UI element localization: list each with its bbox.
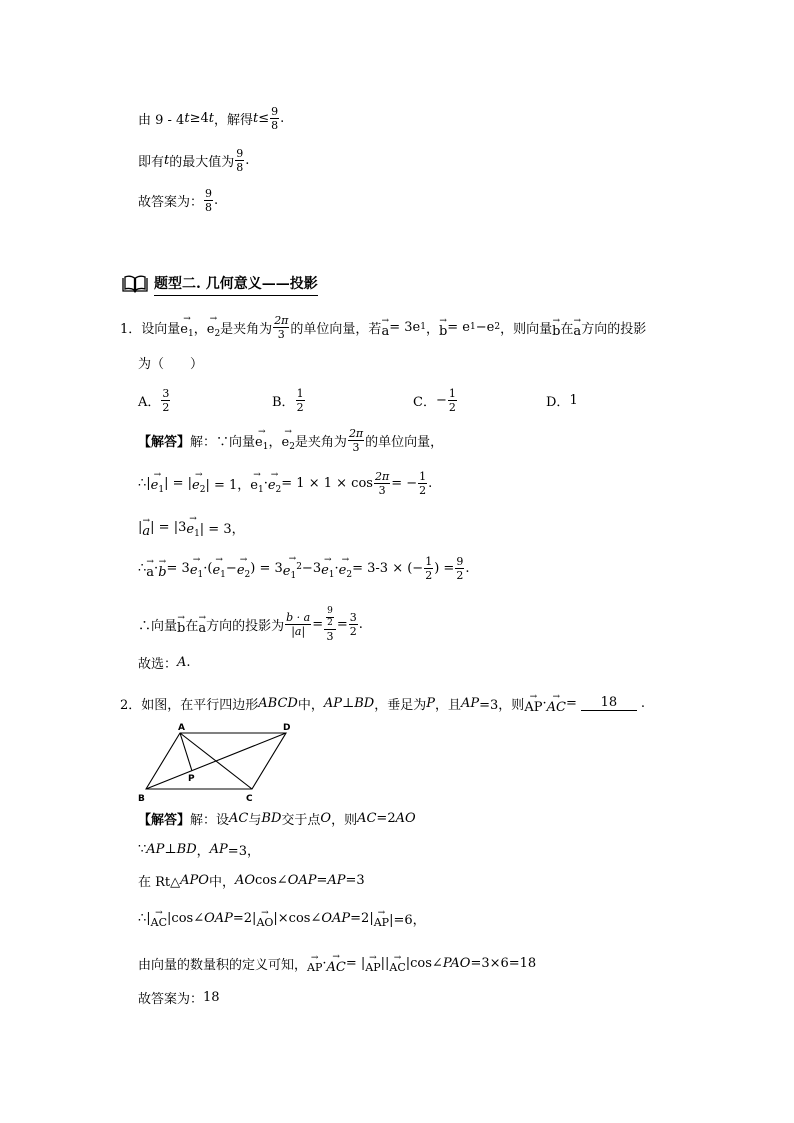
vector-e1: → $e_1$ (250, 470, 264, 495)
text: ABCD (258, 695, 298, 711)
text: ≥4 (189, 110, 209, 126)
denominator: 2 (327, 617, 333, 628)
numerator: b · a (286, 610, 311, 624)
denominator: 2 (162, 400, 170, 414)
q2-sol-line-1 (138, 806, 416, 830)
text: APO (180, 872, 209, 888)
text: ，且 (434, 697, 461, 713)
text: · (263, 475, 268, 491)
denominator: 3 (277, 327, 285, 341)
vector-ac: → AC (150, 907, 168, 929)
text: · (154, 560, 159, 576)
text: PAO (442, 955, 471, 971)
label-c: C (246, 794, 253, 804)
denominator: 8 (271, 118, 279, 132)
text: AO (395, 810, 416, 826)
text: ∴| (138, 910, 151, 926)
numerator: 1 (419, 469, 427, 483)
text: 的单位向量，若 (290, 321, 382, 337)
text: OAP (204, 910, 233, 926)
final-answer: 18 (203, 989, 220, 1005)
q2-sol-line-4 (138, 906, 426, 930)
parallelogram-figure (138, 721, 298, 807)
vector-a: → a (381, 315, 390, 339)
q1-sol-line-2 (138, 471, 432, 495)
text: . (640, 695, 645, 711)
text: − (225, 560, 237, 576)
text: −e (475, 319, 495, 335)
nested-fraction (324, 607, 336, 642)
vector-e2: → $e_2$ (338, 555, 353, 580)
vector-e1: → $e_1$ (180, 314, 194, 339)
vector-a: → a (573, 315, 582, 339)
segment-ap (180, 733, 192, 771)
text: · (542, 695, 547, 711)
text: = (336, 616, 348, 632)
text: −3 (301, 560, 322, 576)
text: | = 1， (205, 477, 251, 493)
subscript: 1 (420, 322, 426, 332)
text: 交于点 (281, 812, 321, 828)
text: AC (357, 810, 377, 826)
q1-sol-line-4 (138, 556, 469, 580)
text: 的单位向量， (365, 434, 444, 450)
text: . (280, 110, 285, 126)
text: 由向量的数量积的定义可知， (138, 957, 308, 973)
q1-sol-line-1 (138, 428, 443, 452)
vector-ac: → AC (546, 691, 566, 715)
text: ，解得 (213, 112, 253, 128)
text: 故答案为： (138, 194, 204, 210)
text: 解：设 (190, 812, 230, 828)
text: ) = (434, 560, 455, 576)
text: AP (323, 695, 342, 711)
text: 是夹角为 (294, 434, 347, 450)
numerator: 9 (236, 146, 244, 160)
text: BD (354, 695, 375, 711)
text: ∴向量 (138, 618, 178, 634)
vector-e1: → $e_1$ (212, 555, 226, 580)
vector-a: → a (142, 515, 151, 539)
text: . (358, 616, 363, 632)
denominator: 2 (425, 568, 433, 582)
numerator: 3 (349, 610, 357, 624)
text: = 3e (389, 319, 421, 335)
denominator: 2 (419, 483, 427, 497)
fraction (424, 556, 433, 581)
vector-e1: → $e_1$ (189, 555, 204, 580)
text: = e (447, 319, 470, 335)
text: ， (268, 434, 282, 450)
fraction (273, 315, 289, 340)
option-a[interactable] (138, 387, 171, 413)
fraction (448, 388, 457, 413)
text: = − (391, 475, 418, 491)
text: ·( (203, 560, 213, 576)
label-b: B (138, 794, 145, 804)
section-heading (122, 272, 318, 296)
numerator: 2π (274, 313, 289, 327)
text: ，垂足为 (374, 697, 427, 713)
text: | (138, 519, 143, 535)
numerator: 1 (425, 554, 433, 568)
prev-line-3 (138, 188, 218, 212)
text: |=6， (389, 912, 426, 928)
denominator: 2 (456, 568, 464, 582)
option-label: A． (138, 394, 161, 410)
text: AP (146, 841, 165, 857)
vector-ap: → AP (373, 907, 390, 929)
text: ，则向量 (500, 321, 553, 337)
fraction (326, 607, 334, 628)
vector-ao: → AO (256, 907, 274, 929)
vector-a: → a (198, 612, 207, 636)
vector-b: → b (177, 612, 186, 636)
answer-tag: 【解答】 (138, 434, 191, 450)
text: . (428, 475, 433, 491)
text: | = |3 (150, 519, 187, 535)
text: ≤ (258, 110, 270, 126)
text: 由 9 - 4 (138, 112, 185, 128)
var-t: t (184, 110, 190, 126)
text: = 3-3 × (− (352, 560, 424, 576)
text: 故选： (138, 656, 178, 672)
vector-ac: → AC (389, 952, 406, 974)
var-t: t (253, 110, 259, 126)
denominator: 8 (236, 160, 244, 174)
vector-e1: → $e_1^2$ (282, 554, 302, 581)
subscript: 2 (494, 322, 501, 332)
vector-e2: → $e_2$ (281, 427, 295, 452)
vector-e1: → $e_1$ (150, 470, 165, 495)
text: 解：∵向量 (190, 434, 256, 450)
vector-e2: → $e_2$ (192, 470, 206, 495)
fraction (204, 188, 213, 213)
text: 在 Rt△ (138, 874, 181, 890)
text: ， (196, 843, 210, 859)
text: BD (261, 810, 282, 826)
q2-sol-line-6 (138, 985, 220, 1009)
option-value: 1 (569, 392, 578, 408)
text: cos∠ (255, 872, 288, 888)
text: = (316, 872, 328, 888)
text: || (380, 955, 390, 971)
text: | = 3， (199, 521, 245, 537)
vector-e1: → $e_1$ (321, 555, 335, 580)
text: AP (209, 841, 228, 857)
var-t: t (208, 110, 214, 126)
fraction (296, 388, 305, 413)
fraction (374, 471, 390, 496)
denominator: 3 (378, 483, 386, 497)
fraction (161, 388, 170, 413)
text: =2| (350, 910, 374, 926)
vector-e2: → $e_2$ (236, 555, 251, 580)
text: . (214, 192, 219, 208)
fraction (349, 612, 358, 637)
minus-sign: − (435, 392, 447, 408)
answer-blank: 18 (581, 695, 637, 711)
text: =2| (232, 910, 257, 926)
text: 的最大值为 (169, 154, 235, 170)
text: . (245, 152, 250, 168)
text: = 3 (166, 560, 190, 576)
option-label: B． (272, 394, 295, 410)
text: ∴| (138, 475, 151, 491)
denominator: 2 (448, 400, 456, 414)
vector-ap: → AP (524, 691, 543, 715)
q1-stem-line-2 (138, 350, 203, 374)
text: =3，则 (479, 697, 525, 713)
text: |×cos∠ (273, 910, 322, 926)
option-label: C． (413, 394, 436, 410)
text: 方向的投影为 (206, 618, 285, 634)
vector-ap: → AP (365, 952, 381, 974)
text: = (565, 695, 577, 711)
text: AP (327, 872, 346, 888)
text: 在 (185, 618, 199, 634)
fraction (455, 556, 464, 581)
fraction (235, 148, 244, 173)
numerator: 1 (448, 386, 456, 400)
text: = 1 × 1 × cos (281, 475, 373, 491)
text: =2 (376, 810, 396, 826)
text: =3 (345, 872, 365, 888)
option-c[interactable] (413, 387, 458, 413)
denominator: 2 (296, 400, 304, 414)
vector-a: → a (146, 556, 155, 580)
numerator: 2π (374, 469, 390, 483)
text: ) = 3 (250, 560, 283, 576)
text: AO (234, 872, 256, 888)
option-d[interactable] (546, 387, 578, 413)
text: 与 (248, 812, 262, 828)
text: = (312, 616, 324, 632)
text: ， (425, 321, 439, 337)
text: 中， (208, 874, 235, 890)
text: . (465, 560, 470, 576)
text: 2．如图，在平行四边形 (120, 697, 259, 713)
text: · (334, 560, 339, 576)
q1-sol-line-3 (138, 515, 245, 539)
denominator: 2 (349, 624, 357, 638)
numerator: 1 (296, 386, 304, 400)
text: =3×6=18 (470, 955, 537, 971)
text: = | (345, 955, 366, 971)
denominator: 3 (352, 440, 360, 454)
section-title: 题型二. 几何意义——投影 (154, 273, 318, 296)
text: 在 (560, 321, 574, 337)
text: 方向的投影 (581, 321, 647, 337)
text: ⊥ (342, 695, 355, 711)
text: 即有 (138, 154, 165, 170)
text: | = | (164, 475, 193, 491)
numerator: 9 (456, 554, 464, 568)
book-icon (122, 275, 148, 293)
text: 中， (297, 697, 324, 713)
subscript: 1 (470, 322, 476, 332)
text: P (426, 695, 435, 711)
text: OAP (321, 910, 351, 926)
var-t: t (164, 152, 170, 168)
text: ， (193, 321, 207, 337)
vector-e1: → $e_1$ (186, 514, 200, 539)
q2-stem (120, 691, 645, 715)
q2-sol-line-2 (138, 837, 260, 861)
prev-line-1 (138, 106, 284, 130)
label-d: D (283, 723, 291, 733)
text: 故答案为： (138, 991, 204, 1007)
option-b[interactable] (272, 387, 306, 413)
numerator: 9 (327, 605, 333, 616)
vector-e2: → $e_2$ (206, 314, 221, 339)
text: 是夹角为 (220, 321, 273, 337)
numerator: 2π (348, 426, 364, 440)
vector-b: → b (438, 315, 448, 339)
vector-e2: → $e_2$ (267, 470, 282, 495)
q2-sol-line-3 (138, 868, 365, 892)
label-p: P (188, 774, 195, 784)
text: 1．设向量 (120, 321, 181, 337)
text: BD (176, 841, 197, 857)
fraction (348, 428, 364, 453)
q1-sol-line-5 (138, 607, 363, 641)
label-a: A (178, 723, 185, 733)
q1-stem-line-1 (120, 315, 646, 339)
denominator: 8 (205, 200, 213, 214)
text: ，则 (331, 812, 358, 828)
text: 为（ ） (138, 356, 204, 372)
vector-ac: → AC (326, 951, 346, 975)
text: AC (229, 810, 249, 826)
answer-choice: A (177, 654, 187, 670)
option-label: D． (546, 394, 570, 410)
prev-line-2 (138, 148, 249, 172)
fraction (418, 471, 427, 496)
text: |cos∠ (167, 910, 205, 926)
text: . (186, 654, 191, 670)
vector-b: → b (552, 315, 561, 339)
vector-ap: → AP (307, 952, 323, 974)
denominator: |a| (291, 624, 306, 638)
text: ∵ (138, 841, 147, 857)
q2-sol-line-5 (138, 951, 536, 975)
text: =3， (227, 843, 260, 859)
answer-tag: 【解答】 (138, 812, 191, 828)
text: · (322, 955, 327, 971)
numerator: 3 (162, 386, 170, 400)
projection-fraction (285, 612, 311, 637)
numerator: 9 (271, 104, 279, 118)
denominator: 3 (326, 629, 334, 643)
text: OAP (287, 872, 317, 888)
fraction (270, 106, 279, 131)
vector-e1: → $e_1$ (255, 427, 269, 452)
text: ∴ (138, 560, 147, 576)
text: O (320, 810, 332, 826)
text: AP (461, 695, 480, 711)
text: ⊥ (164, 841, 177, 857)
vector-b: → b (158, 556, 167, 580)
q1-sol-line-6 (138, 650, 191, 674)
text: |cos∠ (405, 955, 443, 971)
numerator: 9 (205, 186, 213, 200)
